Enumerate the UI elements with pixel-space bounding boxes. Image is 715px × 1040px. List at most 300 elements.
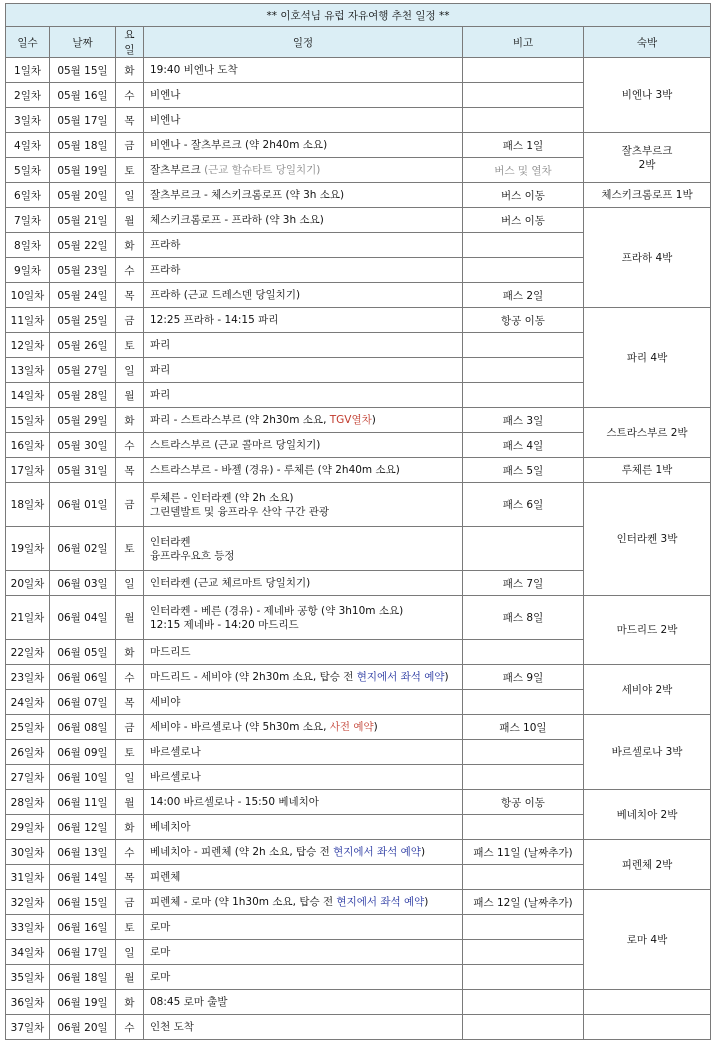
schedule-highlight-red: 사전 예약 bbox=[329, 721, 374, 733]
day-cell: 36일차 bbox=[6, 990, 50, 1015]
date-cell: 05월 26일 bbox=[50, 333, 116, 358]
schedule-line bbox=[150, 313, 458, 327]
schedule-cell bbox=[144, 665, 463, 690]
stay-cell bbox=[584, 715, 711, 790]
schedule-cell bbox=[144, 690, 463, 715]
note-cell: 버스 이동 bbox=[463, 208, 584, 233]
weekday-cell: 수 bbox=[116, 665, 144, 690]
date-cell: 05월 21일 bbox=[50, 208, 116, 233]
header-row bbox=[6, 27, 711, 58]
schedule-cell bbox=[144, 596, 463, 640]
schedule-cell bbox=[144, 715, 463, 740]
day-cell: 9일차 bbox=[6, 258, 50, 283]
schedule-text: 피렌체 - 로마 (약 1h30m 소요, 탑승 전 bbox=[150, 896, 337, 908]
schedule-line bbox=[150, 870, 458, 884]
table-row bbox=[6, 790, 711, 815]
day-cell: 31일차 bbox=[6, 865, 50, 890]
note-cell bbox=[463, 865, 584, 890]
schedule-highlight-gray: (근교 할슈타트 당일치기) bbox=[204, 164, 321, 176]
schedule-text: 세비야 - 바르셀로나 (약 5h30m 소요, bbox=[150, 721, 330, 733]
stay-cell bbox=[584, 990, 711, 1015]
table-row bbox=[6, 890, 711, 915]
note-cell: 패스 9일 bbox=[463, 665, 584, 690]
itinerary-body bbox=[6, 58, 711, 1040]
schedule-cell bbox=[144, 890, 463, 915]
day-cell: 16일차 bbox=[6, 433, 50, 458]
schedule-text: ) bbox=[371, 414, 376, 426]
day-cell: 21일차 bbox=[6, 596, 50, 640]
weekday-cell: 일 bbox=[116, 358, 144, 383]
schedule-line bbox=[150, 388, 458, 402]
date-cell: 06월 15일 bbox=[50, 890, 116, 915]
date-cell: 05월 24일 bbox=[50, 283, 116, 308]
day-cell: 3일차 bbox=[6, 108, 50, 133]
stay-cell bbox=[584, 308, 711, 408]
schedule-cell bbox=[144, 527, 463, 571]
schedule-text: 그린델발트 및 융프라우 산악 구간 관광 bbox=[150, 505, 329, 518]
note-cell bbox=[463, 640, 584, 665]
schedule-text: 프라하 (근교 드레스덴 당일치기) bbox=[150, 289, 301, 301]
stay-label: 루체른 1박 bbox=[621, 464, 673, 476]
table-row bbox=[6, 208, 711, 233]
weekday-cell: 월 bbox=[116, 208, 144, 233]
stay-label: 인터라켄 3박 bbox=[616, 533, 678, 545]
note-cell: 패스 12일 (날짜추가) bbox=[463, 890, 584, 915]
weekday-cell: 수 bbox=[116, 1015, 144, 1040]
table-row bbox=[6, 715, 711, 740]
schedule-line bbox=[150, 138, 458, 152]
schedule-text: 융프라우요흐 등정 bbox=[150, 549, 235, 562]
stay-cell bbox=[584, 208, 711, 308]
schedule-text: ) bbox=[424, 896, 429, 908]
weekday-cell: 월 bbox=[116, 965, 144, 990]
schedule-line bbox=[150, 604, 458, 618]
date-cell: 06월 18일 bbox=[50, 965, 116, 990]
schedule-line bbox=[150, 535, 458, 549]
weekday-cell: 목 bbox=[116, 865, 144, 890]
stay-cell bbox=[584, 1015, 711, 1040]
schedule-cell bbox=[144, 865, 463, 890]
note-cell: 패스 3일 bbox=[463, 408, 584, 433]
stay-cell bbox=[584, 133, 711, 183]
header-schedule: 일정 bbox=[144, 27, 463, 58]
weekday-cell: 토 bbox=[116, 740, 144, 765]
schedule-line bbox=[150, 645, 458, 659]
table-row bbox=[6, 1015, 711, 1040]
day-cell: 12일차 bbox=[6, 333, 50, 358]
schedule-line bbox=[150, 263, 458, 277]
stay-cell bbox=[584, 790, 711, 840]
day-cell: 27일차 bbox=[6, 765, 50, 790]
table-row bbox=[6, 133, 711, 158]
schedule-line bbox=[150, 895, 458, 909]
stay-cell bbox=[584, 665, 711, 715]
schedule-text: ) bbox=[420, 846, 426, 858]
schedule-text: 비엔나 - 잘츠부르크 (약 2h40m 소요) bbox=[150, 139, 328, 151]
weekday-cell: 목 bbox=[116, 690, 144, 715]
schedule-cell bbox=[144, 990, 463, 1015]
note-cell bbox=[463, 740, 584, 765]
stay-cell bbox=[584, 458, 711, 483]
schedule-line bbox=[150, 463, 458, 477]
weekday-cell: 토 bbox=[116, 527, 144, 571]
day-cell: 35일차 bbox=[6, 965, 50, 990]
date-cell: 06월 03일 bbox=[50, 571, 116, 596]
schedule-text: 인터라켄 (근교 체르마트 당일치기) bbox=[150, 577, 311, 589]
stay-cell bbox=[584, 183, 711, 208]
date-cell: 06월 09일 bbox=[50, 740, 116, 765]
schedule-cell bbox=[144, 233, 463, 258]
table-row bbox=[6, 308, 711, 333]
note-cell bbox=[463, 108, 584, 133]
day-cell: 34일차 bbox=[6, 940, 50, 965]
weekday-cell: 수 bbox=[116, 840, 144, 865]
schedule-line bbox=[150, 213, 458, 227]
weekday-cell: 화 bbox=[116, 408, 144, 433]
day-cell: 8일차 bbox=[6, 233, 50, 258]
weekday-cell: 월 bbox=[116, 383, 144, 408]
schedule-cell bbox=[144, 308, 463, 333]
date-cell: 06월 20일 bbox=[50, 1015, 116, 1040]
day-cell: 14일차 bbox=[6, 383, 50, 408]
schedule-text: 잘츠부르크 - 체스키크롬로프 (약 3h 소요) bbox=[150, 189, 345, 201]
itinerary-table bbox=[5, 3, 711, 1040]
day-cell: 4일차 bbox=[6, 133, 50, 158]
schedule-line bbox=[150, 113, 458, 127]
table-row bbox=[6, 990, 711, 1015]
schedule-text: 비엔나 bbox=[150, 89, 181, 101]
day-cell: 30일차 bbox=[6, 840, 50, 865]
schedule-line bbox=[150, 995, 458, 1009]
weekday-cell: 일 bbox=[116, 571, 144, 596]
note-cell bbox=[463, 83, 584, 108]
weekday-cell: 화 bbox=[116, 233, 144, 258]
date-cell: 05월 30일 bbox=[50, 433, 116, 458]
date-cell: 06월 06일 bbox=[50, 665, 116, 690]
schedule-line bbox=[150, 163, 458, 177]
header-weekday: 요일 bbox=[116, 27, 144, 58]
day-cell: 1일차 bbox=[6, 58, 50, 83]
weekday-cell: 토 bbox=[116, 915, 144, 940]
schedule-text: ) bbox=[444, 671, 449, 683]
note-cell: 패스 1일 bbox=[463, 133, 584, 158]
weekday-cell: 일 bbox=[116, 940, 144, 965]
schedule-line bbox=[150, 491, 458, 505]
schedule-cell bbox=[144, 765, 463, 790]
schedule-cell bbox=[144, 965, 463, 990]
day-cell: 11일차 bbox=[6, 308, 50, 333]
schedule-text: ) bbox=[373, 721, 378, 733]
date-cell: 06월 13일 bbox=[50, 840, 116, 865]
schedule-line bbox=[150, 770, 458, 784]
schedule-cell bbox=[144, 940, 463, 965]
date-cell: 06월 12일 bbox=[50, 815, 116, 840]
weekday-cell: 금 bbox=[116, 483, 144, 527]
stay-cell bbox=[584, 483, 711, 596]
schedule-cell bbox=[144, 408, 463, 433]
schedule-cell bbox=[144, 58, 463, 83]
schedule-line bbox=[150, 945, 458, 959]
day-cell: 15일차 bbox=[6, 408, 50, 433]
schedule-cell bbox=[144, 915, 463, 940]
schedule-text: 파리 bbox=[150, 364, 171, 376]
schedule-line bbox=[150, 505, 458, 519]
weekday-cell: 화 bbox=[116, 990, 144, 1015]
note-cell bbox=[463, 258, 584, 283]
stay-label: 체스키크롬로프 1박 bbox=[601, 189, 693, 201]
schedule-text: 마드리드 bbox=[150, 646, 191, 658]
schedule-text: 인천 도착 bbox=[150, 1021, 194, 1033]
note-cell: 패스 4일 bbox=[463, 433, 584, 458]
schedule-line bbox=[150, 618, 458, 632]
stay-label: 피렌체 2박 bbox=[621, 858, 673, 871]
stay-label: 세비야 2박 bbox=[621, 683, 673, 696]
stay-cell bbox=[584, 890, 711, 990]
table-row bbox=[6, 596, 711, 640]
date-cell: 05월 19일 bbox=[50, 158, 116, 183]
schedule-line bbox=[150, 63, 458, 77]
note-cell: 항공 이동 bbox=[463, 790, 584, 815]
schedule-text: 파리 bbox=[150, 389, 171, 401]
day-cell: 32일차 bbox=[6, 890, 50, 915]
weekday-cell: 목 bbox=[116, 283, 144, 308]
schedule-cell bbox=[144, 208, 463, 233]
table-row bbox=[6, 183, 711, 208]
note-cell: 버스 및 열차 bbox=[463, 158, 584, 183]
schedule-cell bbox=[144, 158, 463, 183]
day-cell: 37일차 bbox=[6, 1015, 50, 1040]
weekday-cell: 목 bbox=[116, 108, 144, 133]
schedule-text: 세비야 bbox=[150, 696, 181, 708]
schedule-cell bbox=[144, 815, 463, 840]
date-cell: 05월 23일 bbox=[50, 258, 116, 283]
note-cell: 패스 2일 bbox=[463, 283, 584, 308]
schedule-text: 피렌체 bbox=[150, 871, 181, 883]
date-cell: 06월 17일 bbox=[50, 940, 116, 965]
day-cell: 28일차 bbox=[6, 790, 50, 815]
schedule-line bbox=[150, 238, 458, 252]
weekday-cell: 목 bbox=[116, 458, 144, 483]
note-cell bbox=[463, 915, 584, 940]
note-cell bbox=[463, 383, 584, 408]
schedule-text: 루체른 - 인터라켄 (약 2h 소요) bbox=[150, 491, 294, 504]
schedule-text: 파리 bbox=[150, 339, 171, 351]
schedule-text: 체스키크롬로프 - 프라하 (약 3h 소요) bbox=[150, 214, 324, 226]
date-cell: 05월 29일 bbox=[50, 408, 116, 433]
day-cell: 6일차 bbox=[6, 183, 50, 208]
date-cell: 06월 16일 bbox=[50, 915, 116, 940]
note-cell: 버스 이동 bbox=[463, 183, 584, 208]
weekday-cell: 화 bbox=[116, 640, 144, 665]
date-cell: 06월 07일 bbox=[50, 690, 116, 715]
day-cell: 7일차 bbox=[6, 208, 50, 233]
day-cell: 23일차 bbox=[6, 665, 50, 690]
schedule-cell bbox=[144, 740, 463, 765]
schedule-text: 12:25 프라하 - 14:15 파리 bbox=[150, 314, 279, 326]
stay-label: 바르셀로나 3박 bbox=[611, 746, 683, 758]
table-row bbox=[6, 665, 711, 690]
day-cell: 25일차 bbox=[6, 715, 50, 740]
schedule-cell bbox=[144, 283, 463, 308]
schedule-line bbox=[150, 670, 458, 684]
date-cell: 05월 22일 bbox=[50, 233, 116, 258]
schedule-cell bbox=[144, 108, 463, 133]
note-cell: 패스 10일 bbox=[463, 715, 584, 740]
schedule-line bbox=[150, 188, 458, 202]
schedule-line bbox=[150, 820, 458, 834]
schedule-text: 잘츠부르크 bbox=[150, 164, 205, 176]
stay-label: 베네치아 2박 bbox=[616, 808, 678, 821]
note-cell bbox=[463, 990, 584, 1015]
date-cell: 05월 28일 bbox=[50, 383, 116, 408]
day-cell: 10일차 bbox=[6, 283, 50, 308]
note-cell bbox=[463, 765, 584, 790]
schedule-line bbox=[150, 413, 458, 427]
schedule-text: 바르셀로나 bbox=[150, 746, 201, 758]
note-cell bbox=[463, 358, 584, 383]
schedule-text: 프라하 bbox=[150, 239, 181, 251]
day-cell: 20일차 bbox=[6, 571, 50, 596]
weekday-cell: 화 bbox=[116, 815, 144, 840]
note-cell bbox=[463, 58, 584, 83]
day-cell: 18일차 bbox=[6, 483, 50, 527]
schedule-text: 프라하 bbox=[150, 264, 181, 276]
schedule-text: 베네치아 - 피렌체 (약 2h 소요, 탑승 전 bbox=[150, 846, 334, 858]
note-cell: 패스 8일 bbox=[463, 596, 584, 640]
schedule-highlight-red: TGV열차 bbox=[329, 414, 372, 426]
schedule-text: 스트라스부르 - 바젤 (경유) - 루체른 (약 2h40m 소요) bbox=[150, 464, 400, 476]
header-stay: 숙박 bbox=[584, 27, 711, 58]
schedule-cell bbox=[144, 1015, 463, 1040]
weekday-cell: 금 bbox=[116, 890, 144, 915]
weekday-cell: 화 bbox=[116, 58, 144, 83]
schedule-text: 14:00 바르셀로나 - 15:50 베네치아 bbox=[150, 796, 319, 808]
note-cell bbox=[463, 965, 584, 990]
schedule-text: 로마 bbox=[150, 971, 171, 983]
schedule-cell bbox=[144, 483, 463, 527]
table-row bbox=[6, 58, 711, 83]
stay-label: 파리 4박 bbox=[626, 351, 668, 364]
day-cell: 5일차 bbox=[6, 158, 50, 183]
weekday-cell: 토 bbox=[116, 158, 144, 183]
schedule-line bbox=[150, 549, 458, 563]
schedule-text: 12:15 제네바 - 14:20 마드리드 bbox=[150, 618, 299, 631]
date-cell: 05월 18일 bbox=[50, 133, 116, 158]
schedule-line bbox=[150, 88, 458, 102]
note-cell: 항공 이동 bbox=[463, 308, 584, 333]
schedule-highlight-blue: 현지에서 좌석 예약 bbox=[356, 671, 445, 683]
date-cell: 06월 11일 bbox=[50, 790, 116, 815]
day-cell: 19일차 bbox=[6, 527, 50, 571]
schedule-text: 마드리드 - 세비야 (약 2h30m 소요, 탑승 전 bbox=[150, 671, 357, 683]
schedule-cell bbox=[144, 133, 463, 158]
weekday-cell: 수 bbox=[116, 433, 144, 458]
note-cell: 패스 6일 bbox=[463, 483, 584, 527]
weekday-cell: 금 bbox=[116, 308, 144, 333]
schedule-text: 08:45 로마 출발 bbox=[150, 996, 228, 1008]
date-cell: 06월 14일 bbox=[50, 865, 116, 890]
schedule-cell bbox=[144, 433, 463, 458]
weekday-cell: 월 bbox=[116, 790, 144, 815]
day-cell: 29일차 bbox=[6, 815, 50, 840]
stay-label: 마드리드 2박 bbox=[616, 624, 678, 636]
day-cell: 33일차 bbox=[6, 915, 50, 940]
note-cell bbox=[463, 815, 584, 840]
day-cell: 24일차 bbox=[6, 690, 50, 715]
stay-label: 잘츠부르크 bbox=[621, 144, 673, 157]
table-row bbox=[6, 483, 711, 527]
day-cell: 22일차 bbox=[6, 640, 50, 665]
schedule-cell bbox=[144, 83, 463, 108]
table-row bbox=[6, 408, 711, 433]
date-cell: 05월 15일 bbox=[50, 58, 116, 83]
schedule-text: 바르셀로나 bbox=[150, 771, 201, 783]
date-cell: 05월 27일 bbox=[50, 358, 116, 383]
note-cell bbox=[463, 233, 584, 258]
schedule-line bbox=[150, 920, 458, 934]
stay-cell bbox=[584, 840, 711, 890]
weekday-cell: 금 bbox=[116, 133, 144, 158]
schedule-cell bbox=[144, 840, 463, 865]
date-cell: 06월 01일 bbox=[50, 483, 116, 527]
stay-cell bbox=[584, 58, 711, 133]
schedule-text: 19:40 비엔나 도착 bbox=[150, 64, 238, 76]
schedule-text: 비엔나 bbox=[150, 114, 181, 126]
weekday-cell: 금 bbox=[116, 715, 144, 740]
weekday-cell: 일 bbox=[116, 765, 144, 790]
date-cell: 06월 02일 bbox=[50, 527, 116, 571]
schedule-text: 스트라스부르 (근교 콜마르 당일치기) bbox=[150, 439, 321, 451]
schedule-cell bbox=[144, 333, 463, 358]
date-cell: 05월 20일 bbox=[50, 183, 116, 208]
date-cell: 05월 25일 bbox=[50, 308, 116, 333]
schedule-cell bbox=[144, 383, 463, 408]
date-cell: 06월 08일 bbox=[50, 715, 116, 740]
note-cell: 패스 11일 (날짜추가) bbox=[463, 840, 584, 865]
header-date: 날짜 bbox=[50, 27, 116, 58]
schedule-cell bbox=[144, 183, 463, 208]
schedule-cell bbox=[144, 640, 463, 665]
weekday-cell: 일 bbox=[116, 183, 144, 208]
date-cell: 06월 10일 bbox=[50, 765, 116, 790]
stay-label: 스트라스부르 2박 bbox=[606, 426, 688, 439]
schedule-text: 로마 bbox=[150, 946, 171, 958]
note-cell bbox=[463, 940, 584, 965]
note-cell bbox=[463, 690, 584, 715]
schedule-highlight-blue: 현지에서 좌석 예약 bbox=[333, 846, 421, 858]
schedule-cell bbox=[144, 458, 463, 483]
day-cell: 26일차 bbox=[6, 740, 50, 765]
schedule-highlight-blue: 현지에서 좌석 예약 bbox=[336, 896, 425, 908]
schedule-text: 인터라켄 - 베른 (경유) - 제네바 공항 (약 3h10m 소요) bbox=[150, 604, 404, 617]
weekday-cell: 토 bbox=[116, 333, 144, 358]
schedule-line bbox=[150, 970, 458, 984]
schedule-cell bbox=[144, 571, 463, 596]
date-cell: 06월 19일 bbox=[50, 990, 116, 1015]
stay-label: 비엔나 3박 bbox=[621, 89, 673, 101]
date-cell: 05월 17일 bbox=[50, 108, 116, 133]
note-cell bbox=[463, 527, 584, 571]
schedule-cell bbox=[144, 358, 463, 383]
date-cell: 06월 04일 bbox=[50, 596, 116, 640]
note-cell: 패스 5일 bbox=[463, 458, 584, 483]
table-row bbox=[6, 840, 711, 865]
date-cell: 06월 05일 bbox=[50, 640, 116, 665]
note-cell bbox=[463, 1015, 584, 1040]
stay-label: 로마 4박 bbox=[626, 933, 668, 946]
schedule-text: 파리 - 스트라스부르 (약 2h30m 소요, bbox=[150, 414, 330, 426]
day-cell: 2일차 bbox=[6, 83, 50, 108]
